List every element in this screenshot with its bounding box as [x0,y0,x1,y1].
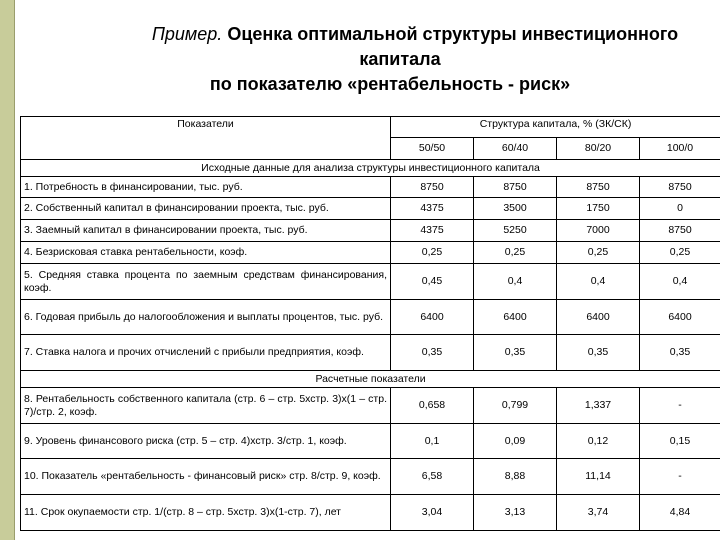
row-value: 0,4 [640,264,720,300]
row-value: 4375 [391,198,474,220]
title-line1: Оценка оптимальной структуры инвестиционного [227,24,679,44]
row-value: 0 [640,198,720,220]
row-label: 2. Собственный капитал в финансировании проекта, тыс. руб. [21,198,391,220]
row-value: 4,84 [640,495,720,531]
row-value: 3,74 [557,495,640,531]
row-value: - [640,388,720,424]
row-value: 6400 [474,300,557,335]
row-value: 5250 [474,220,557,242]
row-label: 5. Средняя ставка процента по заемным средствам финансирования, коэф. [21,264,391,300]
table-row [21,177,720,198]
table-row [21,424,720,459]
header-col-3: 80/20 [557,138,640,160]
row-label: 6. Годовая прибыль до налогообложения и выплаты процентов, тыс. руб. [21,300,391,335]
row-value: 0,25 [640,242,720,264]
row-value: 8750 [640,177,720,198]
row-value: 0,15 [640,424,720,459]
table-row [21,300,720,335]
table-row [21,242,720,264]
title-line2: капитала [359,49,441,69]
row-label: 8. Рентабельность собственного капитала (стр. 6 – стр. 5хстр. 3)х(1 – стр. 7)/стр. 2, коэф. [21,388,391,424]
row-value: 0,35 [391,335,474,371]
row-label: 11. Срок окупаемости стр. 1/(стр. 8 – стр. 5хстр. 3)х(1-стр. 7), лет [21,495,391,531]
row-value: 8750 [557,177,640,198]
row-value: 0,4 [557,264,640,300]
row-value: 3,13 [474,495,557,531]
row-label: 7. Ставка налога и прочих отчислений с прибыли предприятия, коэф. [21,335,391,371]
row-value: 3500 [474,198,557,220]
header-col-4: 100/0 [640,138,720,160]
row-label: 10. Показатель «рентабельность - финансовый риск» стр. 8/стр. 9, коэф. [21,459,391,495]
row-label: 1. Потребность в финансировании, тыс. руб. [21,177,391,198]
row-value: 0,12 [557,424,640,459]
table-row [21,388,720,424]
row-value: 0,4 [474,264,557,300]
row-value: 6400 [557,300,640,335]
table-row [21,264,720,300]
row-label: 3. Заемный капитал в финансировании проекта, тыс. руб. [21,220,391,242]
row-value: 8750 [640,220,720,242]
row-value: 0,45 [391,264,474,300]
title-prefix: Пример. [151,24,223,44]
table-row [21,220,720,242]
row-value: 7000 [557,220,640,242]
row-value: - [640,459,720,495]
left-decor-line [14,0,15,540]
row-value: 3,04 [391,495,474,531]
row-value: 6400 [391,300,474,335]
table-row [21,459,720,495]
row-value: 1,337 [557,388,640,424]
row-value: 8750 [391,177,474,198]
left-decor-bar [0,0,14,540]
row-value: 6400 [640,300,720,335]
header-col-1: 50/50 [391,138,474,160]
table-row [21,198,720,220]
page-title [20,22,720,97]
row-label: 4. Безрисковая ставка рентабельности, коэф. [21,242,391,264]
header-col-2: 60/40 [474,138,557,160]
section-calculated: Расчетные показатели [21,371,720,388]
row-value: 11,14 [557,459,640,495]
row-value: 0,35 [640,335,720,371]
row-value: 0,25 [474,242,557,264]
row-value: 8750 [474,177,557,198]
row-value: 0,35 [474,335,557,371]
row-value: 8,88 [474,459,557,495]
row-label: 9. Уровень финансового риска (стр. 5 – стр. 4)хстр. 3/стр. 1, коэф. [21,424,391,459]
row-value: 0,35 [557,335,640,371]
table-row [21,335,720,371]
row-value: 0,1 [391,424,474,459]
row-value: 0,658 [391,388,474,424]
row-value: 0,25 [391,242,474,264]
row-value: 0,799 [474,388,557,424]
row-value: 0,25 [557,242,640,264]
header-indicators: Показатели [21,117,391,160]
structure-table [20,116,720,531]
title-line3: по показателю «рентабельность - риск» [209,74,571,94]
row-value: 6,58 [391,459,474,495]
table-row [21,495,720,531]
header-structure: Структура капитала, % (ЗК/СК) [391,117,720,138]
section-initial-data: Исходные данные для анализа структуры инвестиционного капитала [21,160,720,177]
row-value: 4375 [391,220,474,242]
row-value: 1750 [557,198,640,220]
row-value: 0,09 [474,424,557,459]
